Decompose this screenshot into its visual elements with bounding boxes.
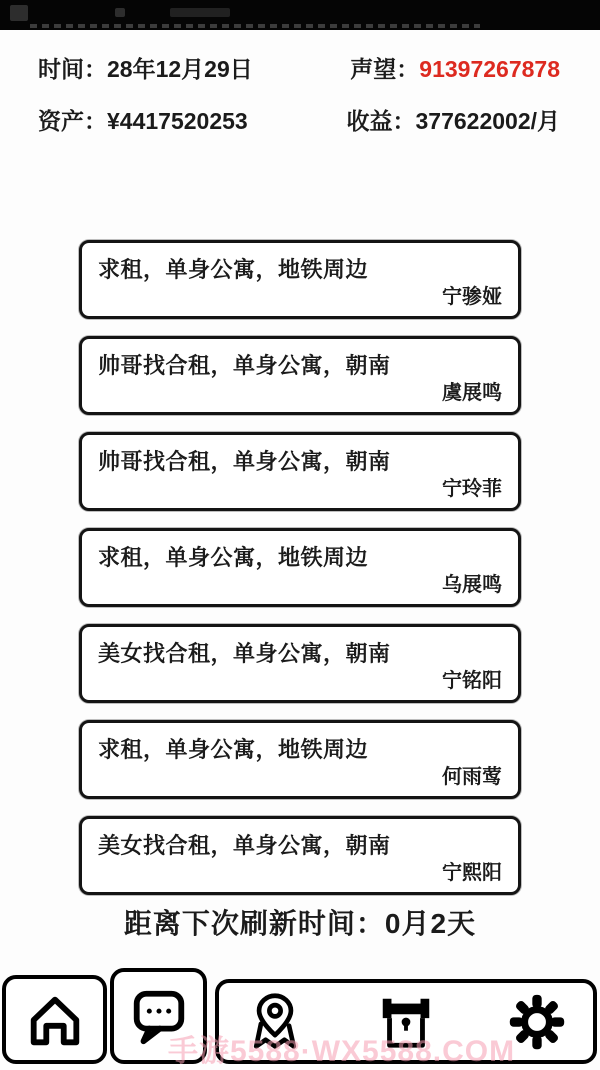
listing-message: 美女找合租，单身公寓，朝南 bbox=[98, 833, 391, 858]
fame-stat bbox=[350, 54, 560, 84]
nav-tab-group bbox=[215, 979, 597, 1064]
time-stat bbox=[38, 54, 253, 84]
refresh-countdown: 距离下次刷新时间：0月2天 bbox=[123, 908, 477, 939]
nav-tab-messages[interactable] bbox=[110, 968, 207, 1064]
chat-icon bbox=[128, 985, 190, 1047]
status-bar bbox=[0, 0, 600, 30]
listing-name: 何雨莺 bbox=[442, 766, 502, 788]
listing-name: 宁玲菲 bbox=[442, 478, 502, 500]
assets-label: 资产： bbox=[38, 108, 107, 134]
fame-label: 声望： bbox=[350, 56, 420, 82]
listing-name: 虞展鸣 bbox=[442, 382, 502, 404]
listing-message: 求租，单身公寓，地铁周边 bbox=[98, 545, 369, 570]
time-value: 28年12月29日 bbox=[107, 56, 253, 82]
site-watermark: 手游5588·WX5588.COM bbox=[168, 1035, 516, 1068]
nav-tab-home[interactable] bbox=[2, 975, 107, 1064]
listing-name: 宁骖娅 bbox=[442, 286, 502, 308]
listing-card[interactable] bbox=[79, 816, 521, 895]
listing-name: 宁铭阳 bbox=[442, 670, 502, 692]
listing-message: 美女找合租，单身公寓，朝南 bbox=[98, 641, 391, 666]
bottom-nav bbox=[0, 967, 600, 1067]
status-ticker bbox=[30, 24, 480, 28]
listing-message: 帅哥找合租，单身公寓，朝南 bbox=[98, 449, 391, 474]
assets-value: ¥4417520253 bbox=[107, 108, 248, 134]
listing-card[interactable] bbox=[79, 432, 521, 511]
listing-message: 帅哥找合租，单身公寓，朝南 bbox=[98, 353, 391, 378]
listing-card[interactable] bbox=[79, 240, 521, 319]
listing-card[interactable] bbox=[79, 624, 521, 703]
listing-name: 乌展鸣 bbox=[442, 574, 502, 596]
listing-card[interactable] bbox=[79, 336, 521, 415]
listing-card[interactable] bbox=[79, 720, 521, 799]
status-icon bbox=[115, 8, 125, 17]
listing-message: 求租，单身公寓，地铁周边 bbox=[98, 737, 369, 762]
treasure-chest-icon[interactable] bbox=[375, 991, 437, 1053]
listing-name: 宁熙阳 bbox=[442, 862, 502, 884]
listing-message: 求租，单身公寓，地铁周边 bbox=[98, 257, 369, 282]
income-label: 收益： bbox=[346, 108, 416, 134]
status-icon bbox=[10, 5, 28, 21]
status-icon bbox=[170, 8, 230, 17]
stats-header bbox=[0, 30, 600, 136]
gear-icon[interactable] bbox=[507, 992, 567, 1052]
income-stat bbox=[346, 106, 560, 136]
listing-card[interactable] bbox=[79, 528, 521, 607]
home-icon bbox=[24, 989, 86, 1051]
assets-stat bbox=[38, 106, 248, 136]
listing-list bbox=[0, 240, 600, 912]
fame-value: 91397267878 bbox=[419, 56, 560, 82]
time-label: 时间： bbox=[38, 56, 107, 82]
map-pin-icon[interactable] bbox=[245, 991, 305, 1053]
income-value: 377622002/月 bbox=[415, 108, 560, 134]
